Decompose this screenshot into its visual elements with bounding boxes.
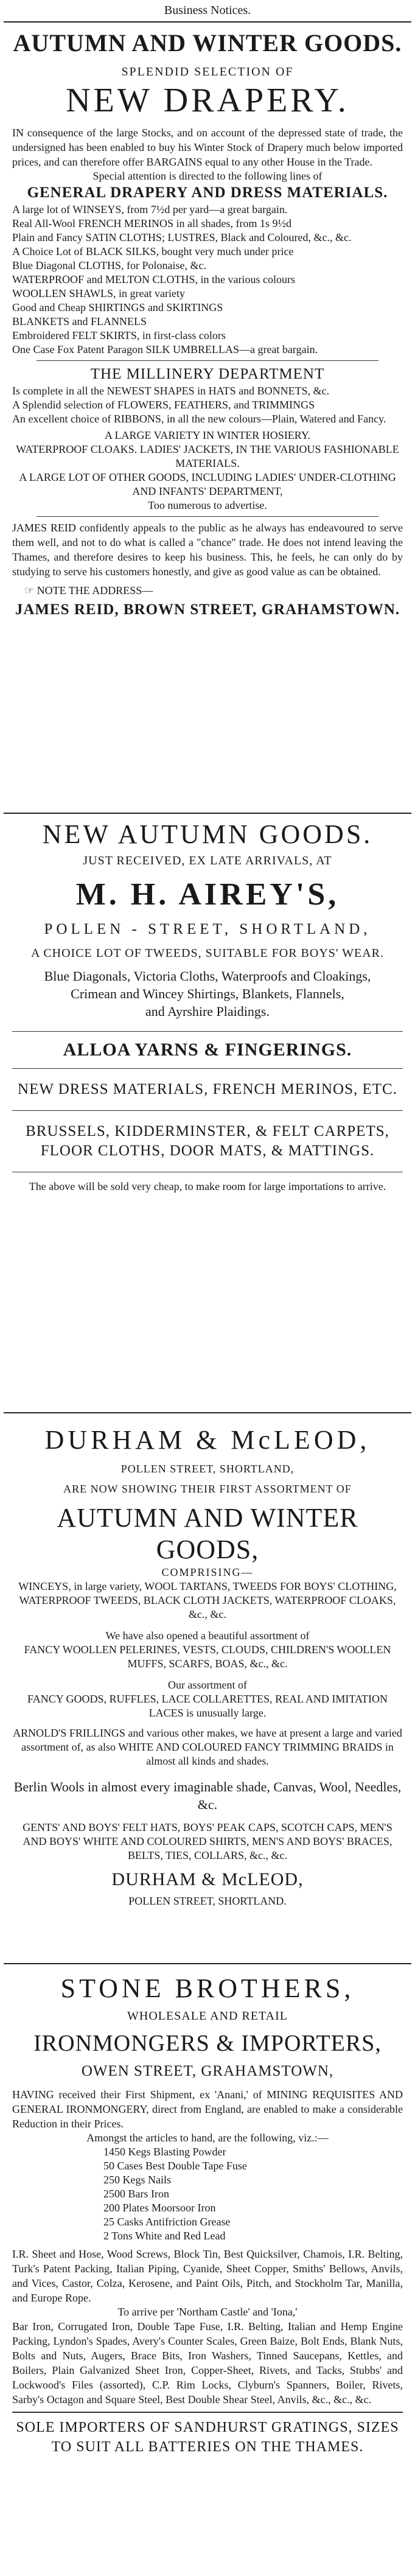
- list-item: 2 Tons White and Red Lead: [103, 2230, 226, 2242]
- airey-name: M. H. AIREY'S,: [75, 877, 340, 912]
- list-item: A large lot of WINSEYS, from 7½d per yard—a great bargain.: [12, 203, 288, 215]
- list-item: 2500 Bars Iron: [103, 2188, 169, 2200]
- list-item: An excellent choice of RIBBONS, in all the new colours—Plain, Watered and Fancy.: [12, 413, 386, 425]
- stone-intro: HAVING received their First Shipment, ex 'Anani,' of MINING REQUISITES AND GENERAL IRONMONGERY, direct from England, are enabled to make a considerable Reduction in their Prices.: [12, 2088, 403, 2130]
- reid-general-heading: GENERAL DRAPERY AND DRESS MATERIALS.: [27, 184, 388, 201]
- list-item: Good and Cheap SHIRTINGS and SKIRTINGS: [12, 301, 223, 313]
- list-item: Real All-Wool FRENCH MERINOS in all shades, from 1s 9½d: [12, 217, 292, 229]
- stone-para2: To arrive per 'Northam Castle' and 'Iona,': [117, 2306, 298, 2318]
- durham-showing: ARE NOW SHOWING THEIR FIRST ASSORTMENT OF: [63, 1483, 352, 1495]
- list-item: Embroidered FELT SKIRTS, in first-class colors: [12, 329, 226, 341]
- airey-dress: NEW DRESS MATERIALS, FRENCH MERINOS, ETC.: [18, 1081, 397, 1097]
- reid-subtitle: SPLENDID SELECTION OF: [121, 65, 294, 79]
- durham-berlin: Berlin Wools in almost every imaginable shade, Canvas, Wool, Needles, &c.: [13, 1779, 402, 1812]
- reid-item-list: [12, 203, 403, 357]
- list-item: Blue Diagonal CLOTHS, for Polonaise, &c.: [12, 259, 206, 271]
- reid-cloaks: WATERPROOF CLOAKS. LADIES' JACKETS, IN THE VARIOUS FASHIONABLE MATERIALS.: [16, 443, 399, 469]
- list-item: Plain and Fancy SATIN CLOTHS; LUSTRES, Black and Coloured, &c., &c.: [12, 231, 352, 243]
- list-item: Is complete in all the NEWEST SHAPES in HATS and BONNETS, &c.: [12, 385, 330, 397]
- stone-footer: SOLE IMPORTERS OF SANDHURST GRATINGS, SIZES TO SUIT ALL BATTERIES ON THE THAMES.: [16, 2420, 399, 2455]
- airey-carpets-1: FLOOR CLOTHS, DOOR MATS, & MATTINGS.: [40, 1143, 375, 1159]
- reid-special: Special attention is directed to the following lines of: [92, 170, 323, 182]
- divider: [12, 1068, 403, 1069]
- airey-carpets-0: BRUSSELS, KIDDERMINSTER, & FELT CARPETS,: [26, 1123, 389, 1139]
- durham-comprising: COMPRISING—: [161, 1566, 254, 1578]
- divider: [37, 516, 378, 517]
- divider: [37, 360, 378, 361]
- stone-para3: Bar Iron, Corrugated Iron, Double Tape Fuse, I.R. Belting, Italian and Hemp Engine Packing, Lyndon's Spades, Avery's Counter Scales, Green Baize, Bolt Ends, Blank Nuts, Bolts and Nuts, Augers, Brace Bits, Iron Washers, Tinned Saucepans, Kettles, and Boilers, Plain Galvanized Sheet Iron, Copper-Sheet, Rivets, and Tacks, Stubbs' and Lockwood's Files (assorted), C.P. Rim Locks, Clyburn's Spanners, Boiler, Rivets, Sarby's Octagon and Square Steel, Best Double Shear Steel, Anvils, &c., &c., &c.: [12, 2320, 403, 2406]
- durham-comprising-text: WINCEYS, in large variety, WOOL TARTANS, TWEEDS FOR BOYS' CLOTHING, WATERPROOF TWEEDS, BLACK CLOTH JACKETS, WATERPROOF CLOAKS, &c., &c.: [18, 1580, 397, 1620]
- stone-title: STONE BROTHERS,: [60, 1973, 355, 2003]
- divider: [12, 1110, 403, 1111]
- durham-opened: We have also opened a beautiful assortment of: [105, 1629, 310, 1642]
- durham-fancy-goods: FANCY GOODS, RUFFLES, LACE COLLARETTES, REAL AND IMITATION LACES is unusually large.: [27, 1693, 388, 1719]
- durham-footer-address: POLLEN STREET, SHORTLAND.: [128, 1895, 287, 1907]
- stone-headline: IRONMONGERS & IMPORTERS,: [33, 2031, 382, 2056]
- list-item: 1450 Kegs Blasting Powder: [103, 2146, 226, 2158]
- list-item: WOOLLEN SHAWLS, in great variety: [12, 287, 185, 299]
- reid-millinery-heading: THE MILLINERY DEPARTMENT: [90, 366, 325, 382]
- list-item: A Splendid selection of FLOWERS, FEATHERS, and TRIMMINGS: [12, 399, 315, 411]
- durham-address: POLLEN STREET, SHORTLAND,: [120, 1463, 295, 1475]
- airey-closing: The above will be sold very cheap, to make room for large importations to arrive.: [29, 1180, 386, 1192]
- airey-subtitle: JUST RECEIVED, EX LATE ARRIVALS, AT: [83, 854, 332, 867]
- newspaper-page: [4, 0, 411, 2573]
- stone-sub: WHOLESALE AND RETAIL: [127, 2009, 288, 2023]
- reid-hosiery: A LARGE VARIETY IN WINTER HOSIERY.: [104, 429, 310, 441]
- reid-intro: IN consequence of the large Stocks, and on account of the depressed state of trade, the undersigned has been enabled to buy his Winter Stock of Drapery much below imported prices, and can therefore offer BARGAINS equal to any other House in the Trade.: [12, 127, 403, 168]
- list-item: 250 Kegs Nails: [103, 2174, 171, 2186]
- airey-address: POLLEN - STREET, SHORTLAND,: [44, 921, 371, 937]
- stone-para1: I.R. Sheet and Hose, Wood Screws, Block Tin, Best Quicksilver, Chamois, I.R. Belting, Turk's Patent Packing, Italian Piping, Cyanide, Sheet Copper, Smiths' Bellows, Anvils, and Vices, Castor, Colza, Kerosene, and Paint Oils, Pitch, and Stockholm Tar, Manilla, and Europe Rope.: [12, 2248, 403, 2304]
- airey-title: NEW AUTUMN GOODS.: [42, 819, 373, 849]
- reid-headline: NEW DRAPERY.: [66, 82, 349, 119]
- durham-fancy-woollen: FANCY WOOLLEN PELERINES, VESTS, CLOUDS, CHILDREN'S WOOLLEN MUFFS, SCARFS, BOAS, &c., &c.: [24, 1643, 391, 1670]
- durham-advertisement: [4, 1413, 411, 1964]
- stone-amongst: Amongst the articles to hand, are the following, viz.:—: [86, 2132, 329, 2144]
- reid-closing: JAMES REID confidently appeals to the public as he always has endeavoured to serve them well, and not to do what is called a "chance" trade. He does not intend leaving the Thames, and therefore desires to keep his business. This, he feels, he can only do by studying to serve his customers honestly, and give as good value as can be obtained.: [12, 522, 403, 578]
- list-item: WATERPROOF and MELTON CLOTHS, in the various colours: [12, 273, 295, 285]
- list-item: BLANKETS and FLANNELS: [12, 315, 147, 327]
- list-item: One Case Fox Patent Paragon SILK UMBRELLAS—a great bargain.: [12, 343, 318, 355]
- airey-list-2: and Ayrshire Plaidings.: [145, 1004, 270, 1019]
- reid-too-numerous: Too numerous to advertise.: [148, 499, 267, 511]
- reid-note: ☞ NOTE THE ADDRESS—: [24, 584, 153, 597]
- reid-address: JAMES REID, BROWN STREET, GRAHAMSTOWN.: [15, 601, 400, 618]
- airey-tweeds: A CHOICE LOT OF TWEEDS, SUITABLE FOR BOYS' WEAR.: [30, 947, 385, 960]
- stone-item-list: [12, 2145, 403, 2243]
- airey-list-1: Crimean and Wincey Shirtings, Blankets, Flannels,: [71, 986, 344, 1001]
- list-item: 200 Plates Moorsoor Iron: [103, 2202, 216, 2214]
- list-item: 25 Casks Antifriction Grease: [103, 2216, 231, 2228]
- airey-list-0: Blue Diagonals, Victoria Cloths, Waterproofs and Cloakings,: [44, 968, 371, 984]
- stone-advertisement: [4, 1964, 411, 2573]
- durham-frillings: ARNOLD'S FRILLINGS and various other makes, we have at present a large and varied assortment of, as also WHITE AND COLOURED FANCY TRIMMING BRAIDS in almost all kinds and shades.: [13, 1727, 402, 1767]
- durham-hats: GENTS' AND BOYS' FELT HATS, BOYS' PEAK CAPS, SCOTCH CAPS, MEN'S AND BOYS' WHITE AND COLOURED SHIRTS, MEN'S AND BOYS' BRACES, BELTS, TIES, COLLARS, &c., &c.: [23, 1821, 392, 1861]
- section-title: Business Notices.: [4, 0, 411, 23]
- reid-title: AUTUMN AND WINTER GOODS.: [13, 29, 402, 57]
- divider: [12, 2412, 403, 2413]
- durham-headline: AUTUMN AND WINTER GOODS,: [57, 1503, 358, 1564]
- divider: [12, 1031, 403, 1032]
- reid-clothing: A LARGE LOT OF OTHER GOODS, INCLUDING LADIES' UNDER-CLOTHING AND INFANTS' DEPARTMENT,: [19, 471, 396, 497]
- stone-address: OWEN STREET, GRAHAMSTOWN,: [81, 2063, 334, 2079]
- list-item: A Choice Lot of BLACK SILKS, bought very much under price: [12, 245, 294, 257]
- airey-advertisement: [4, 814, 411, 1413]
- durham-our-assortment: Our assortment of: [168, 1679, 247, 1691]
- list-item: 50 Cases Best Double Tape Fuse: [103, 2160, 247, 2172]
- airey-alloa: ALLOA YARNS & FINGERINGS.: [63, 1040, 352, 1060]
- durham-footer-name: DURHAM & McLEOD,: [111, 1869, 304, 1889]
- reid-advertisement: [4, 23, 411, 814]
- durham-title: DURHAM & McLEOD,: [44, 1425, 371, 1455]
